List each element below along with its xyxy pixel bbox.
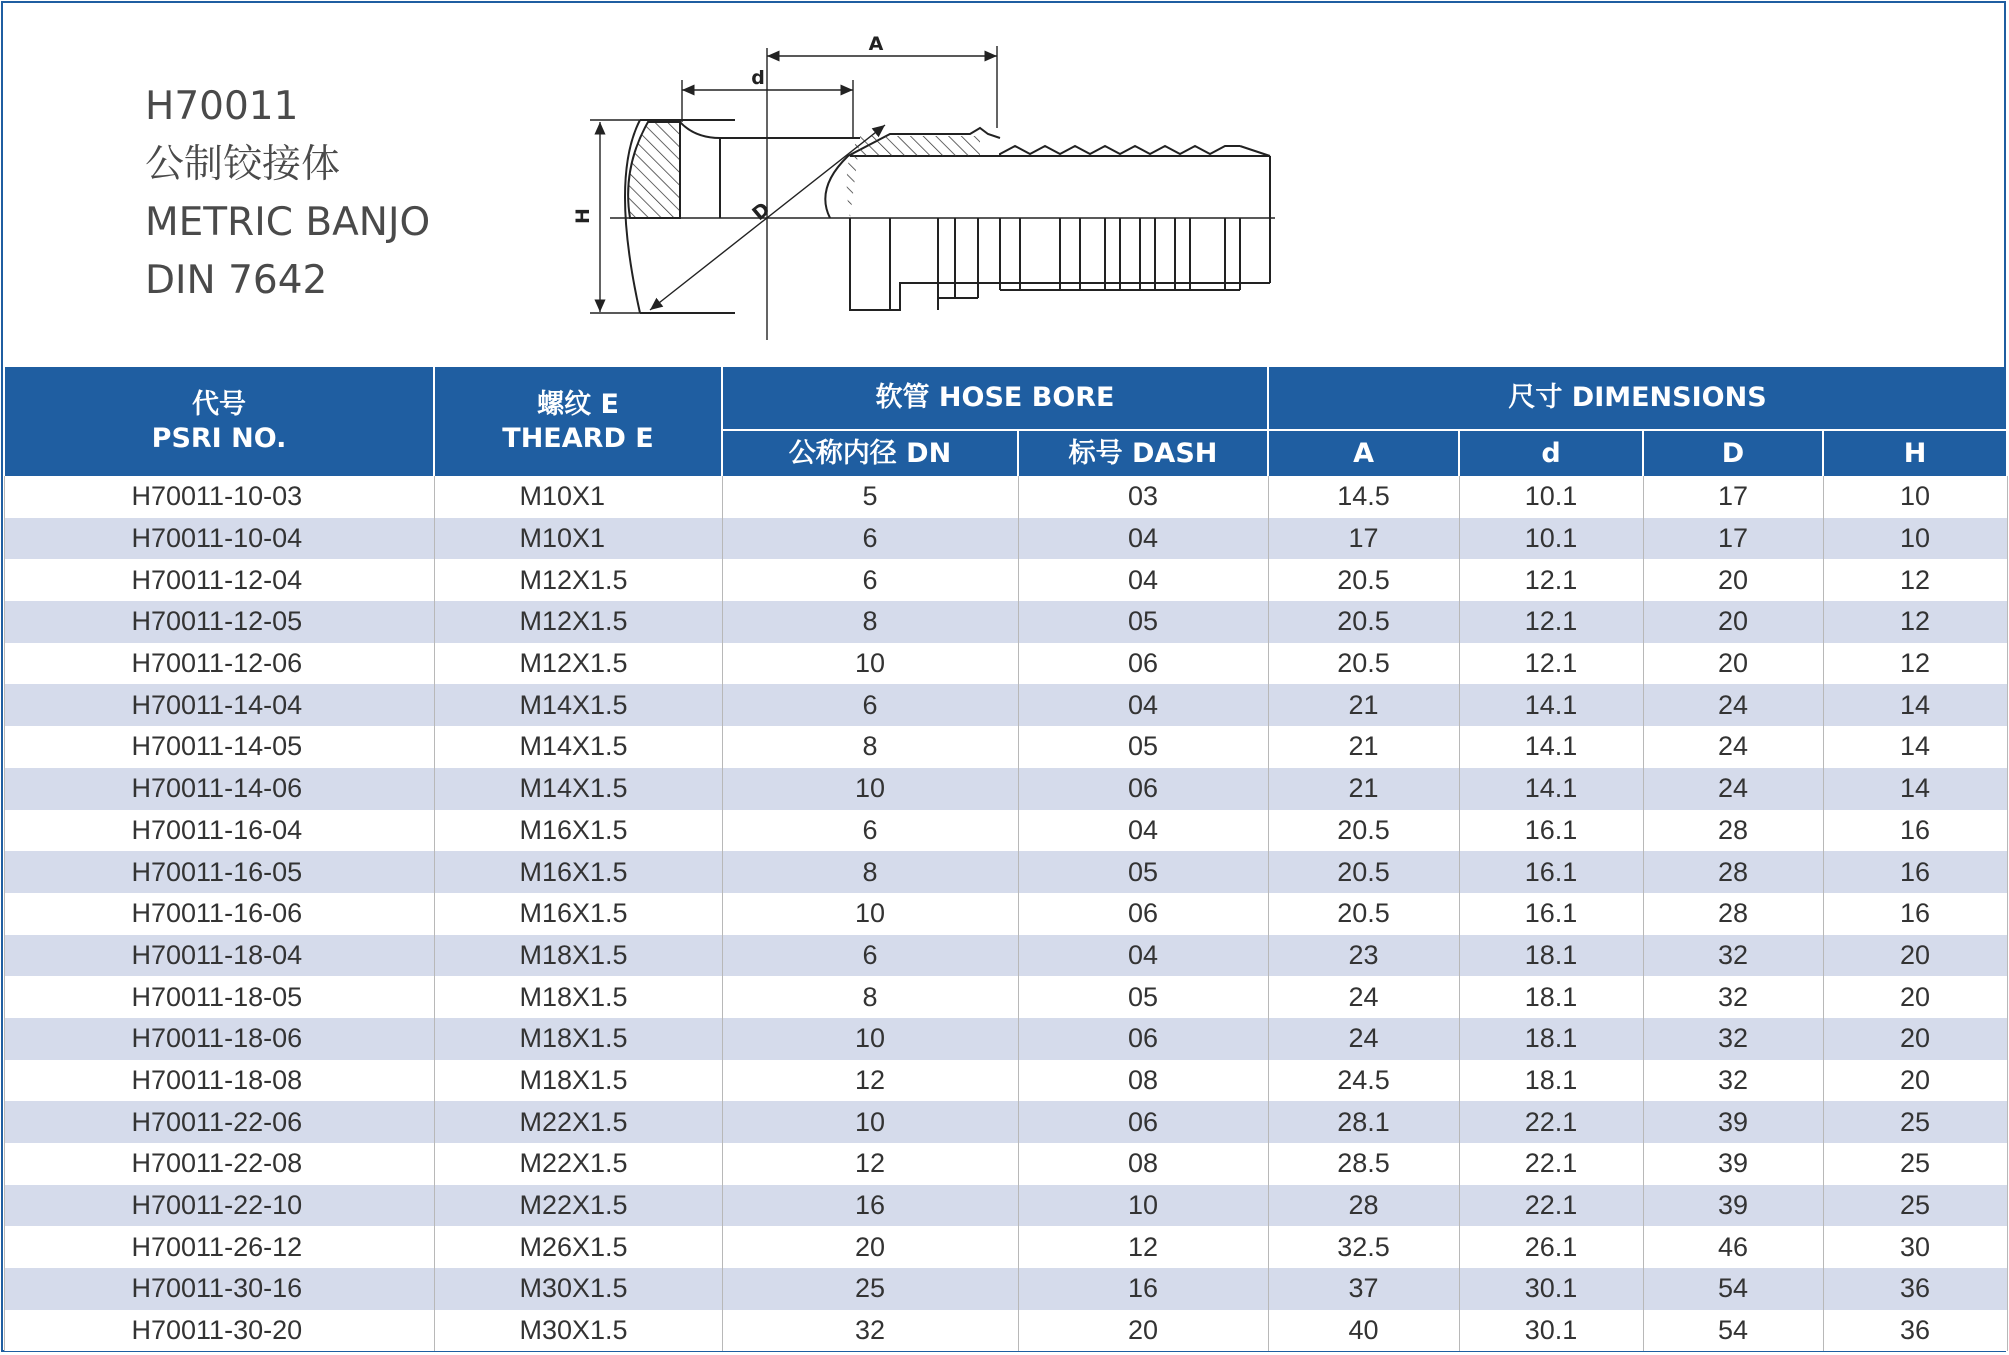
cell-big-d: 54 <box>1643 1310 1823 1352</box>
cell-h: 16 <box>1823 810 2007 852</box>
cell-dn: 5 <box>722 476 1018 518</box>
cell-psri-no: H70011-26-12 <box>4 1226 434 1268</box>
table-row <box>4 1101 2007 1143</box>
cell-dn: 8 <box>722 726 1018 768</box>
drawing-label-big-d: D <box>748 198 775 226</box>
cell-dash: 05 <box>1018 601 1268 643</box>
product-code: H70011 <box>145 84 299 129</box>
table-row <box>4 1226 2007 1268</box>
table-row <box>4 518 2007 560</box>
cell-d: 16.1 <box>1459 810 1643 852</box>
cell-thread: M18X1.5 <box>434 1018 722 1060</box>
cell-psri-no: H70011-16-06 <box>4 893 434 935</box>
cell-d: 18.1 <box>1459 976 1643 1018</box>
cell-dn: 6 <box>722 935 1018 977</box>
cell-big-d: 24 <box>1643 768 1823 810</box>
header-thread-cn: 螺纹 E <box>537 388 619 420</box>
cell-psri-no: H70011-30-16 <box>4 1268 434 1310</box>
cell-d: 18.1 <box>1459 1018 1643 1060</box>
header-psri-cn: 代号 <box>192 388 246 420</box>
cell-dash: 05 <box>1018 851 1268 893</box>
drawing-label-a: A <box>868 33 884 55</box>
cell-a: 28 <box>1268 1185 1459 1227</box>
cell-h: 12 <box>1823 601 2007 643</box>
cell-psri-no: H70011-22-10 <box>4 1185 434 1227</box>
spec-table <box>3 367 2008 1351</box>
cell-dn: 12 <box>722 1143 1018 1185</box>
cell-psri-no: H70011-10-03 <box>4 476 434 518</box>
cell-h: 12 <box>1823 643 2007 685</box>
header-thread <box>434 367 722 476</box>
cell-thread: M10X1 <box>434 476 722 518</box>
header-psri-en: PSRI NO. <box>151 422 287 454</box>
cell-dash: 12 <box>1018 1226 1268 1268</box>
cell-d: 26.1 <box>1459 1226 1643 1268</box>
table-row <box>4 1268 2007 1310</box>
cell-dn: 8 <box>722 601 1018 643</box>
cell-thread: M10X1 <box>434 518 722 560</box>
cell-thread: M18X1.5 <box>434 935 722 977</box>
header-dimensions: 尺寸 DIMENSIONS <box>1268 367 2007 430</box>
cell-big-d: 39 <box>1643 1101 1823 1143</box>
cell-a: 32.5 <box>1268 1226 1459 1268</box>
cell-a: 23 <box>1268 935 1459 977</box>
table-row <box>4 476 2007 518</box>
cell-h: 20 <box>1823 935 2007 977</box>
cell-h: 16 <box>1823 893 2007 935</box>
table-row <box>4 1143 2007 1185</box>
cell-h: 10 <box>1823 518 2007 560</box>
cell-dash: 08 <box>1018 1143 1268 1185</box>
cell-dash: 08 <box>1018 1060 1268 1102</box>
table-row <box>4 1018 2007 1060</box>
cell-psri-no: H70011-14-04 <box>4 684 434 726</box>
cell-dash: 06 <box>1018 768 1268 810</box>
cell-a: 24 <box>1268 976 1459 1018</box>
cell-big-d: 28 <box>1643 851 1823 893</box>
drawing-label-h: H <box>572 208 594 224</box>
cell-dash: 04 <box>1018 518 1268 560</box>
cell-a: 20.5 <box>1268 893 1459 935</box>
table-row <box>4 601 2007 643</box>
cell-d: 10.1 <box>1459 476 1643 518</box>
cell-a: 28.1 <box>1268 1101 1459 1143</box>
cell-thread: M12X1.5 <box>434 601 722 643</box>
cell-dash: 06 <box>1018 1101 1268 1143</box>
cell-d: 12.1 <box>1459 601 1643 643</box>
cell-psri-no: H70011-12-05 <box>4 601 434 643</box>
cell-big-d: 54 <box>1643 1268 1823 1310</box>
banjo-technical-drawing <box>560 28 1290 348</box>
cell-h: 36 <box>1823 1310 2007 1352</box>
cell-big-d: 24 <box>1643 684 1823 726</box>
cell-thread: M16X1.5 <box>434 893 722 935</box>
cell-psri-no: H70011-18-05 <box>4 976 434 1018</box>
cell-thread: M14X1.5 <box>434 726 722 768</box>
cell-dn: 6 <box>722 810 1018 852</box>
cell-h: 10 <box>1823 476 2007 518</box>
cell-thread: M14X1.5 <box>434 684 722 726</box>
cell-h: 25 <box>1823 1143 2007 1185</box>
cell-a: 14.5 <box>1268 476 1459 518</box>
cell-d: 10.1 <box>1459 518 1643 560</box>
cell-a: 20.5 <box>1268 810 1459 852</box>
table-row <box>4 684 2007 726</box>
cell-h: 12 <box>1823 559 2007 601</box>
header-hose-bore: 软管 HOSE BORE <box>722 367 1268 430</box>
cell-big-d: 39 <box>1643 1143 1823 1185</box>
cell-d: 14.1 <box>1459 726 1643 768</box>
cell-dash: 20 <box>1018 1310 1268 1352</box>
cell-d: 18.1 <box>1459 1060 1643 1102</box>
cell-a: 17 <box>1268 518 1459 560</box>
cell-big-d: 28 <box>1643 893 1823 935</box>
cell-d: 18.1 <box>1459 935 1643 977</box>
table-row <box>4 1310 2007 1352</box>
cell-big-d: 24 <box>1643 726 1823 768</box>
cell-big-d: 17 <box>1643 518 1823 560</box>
cell-thread: M12X1.5 <box>434 643 722 685</box>
cell-thread: M26X1.5 <box>434 1226 722 1268</box>
cell-dn: 10 <box>722 893 1018 935</box>
cell-a: 21 <box>1268 768 1459 810</box>
table-row <box>4 810 2007 852</box>
cell-dash: 04 <box>1018 559 1268 601</box>
cell-h: 14 <box>1823 726 2007 768</box>
cell-dn: 12 <box>722 1060 1018 1102</box>
header-h: H <box>1823 430 2007 476</box>
cell-dn: 16 <box>722 1185 1018 1227</box>
cell-dn: 25 <box>722 1268 1018 1310</box>
cell-dash: 05 <box>1018 726 1268 768</box>
cell-dash: 06 <box>1018 1018 1268 1060</box>
table-row <box>4 1060 2007 1102</box>
cell-thread: M14X1.5 <box>434 768 722 810</box>
cell-dn: 6 <box>722 518 1018 560</box>
cell-d: 22.1 <box>1459 1101 1643 1143</box>
header-dn: 公称内径 DN <box>722 430 1018 476</box>
table-row <box>4 1185 2007 1227</box>
cell-h: 14 <box>1823 768 2007 810</box>
cell-a: 28.5 <box>1268 1143 1459 1185</box>
cell-psri-no: H70011-16-04 <box>4 810 434 852</box>
cell-dash: 04 <box>1018 935 1268 977</box>
cell-d: 22.1 <box>1459 1185 1643 1227</box>
cell-h: 20 <box>1823 1060 2007 1102</box>
cell-thread: M12X1.5 <box>434 559 722 601</box>
header-dash: 标号 DASH <box>1018 430 1268 476</box>
cell-psri-no: H70011-22-06 <box>4 1101 434 1143</box>
cell-a: 20.5 <box>1268 851 1459 893</box>
cell-d: 14.1 <box>1459 768 1643 810</box>
cell-a: 24 <box>1268 1018 1459 1060</box>
cell-big-d: 20 <box>1643 601 1823 643</box>
cell-d: 22.1 <box>1459 1143 1643 1185</box>
cell-h: 20 <box>1823 976 2007 1018</box>
table-row <box>4 559 2007 601</box>
cell-h: 14 <box>1823 684 2007 726</box>
cell-d: 30.1 <box>1459 1268 1643 1310</box>
cell-dash: 04 <box>1018 810 1268 852</box>
cell-big-d: 20 <box>1643 643 1823 685</box>
cell-d: 30.1 <box>1459 1310 1643 1352</box>
cell-big-d: 28 <box>1643 810 1823 852</box>
product-name-en: METRIC BANJO <box>145 200 431 245</box>
header-thread-en: THEARD E <box>502 422 654 454</box>
cell-dn: 8 <box>722 976 1018 1018</box>
cell-d: 14.1 <box>1459 684 1643 726</box>
cell-dn: 10 <box>722 768 1018 810</box>
cell-psri-no: H70011-12-04 <box>4 559 434 601</box>
cell-big-d: 20 <box>1643 559 1823 601</box>
cell-psri-no: H70011-14-05 <box>4 726 434 768</box>
cell-dash: 10 <box>1018 1185 1268 1227</box>
cell-big-d: 32 <box>1643 1018 1823 1060</box>
cell-a: 20.5 <box>1268 643 1459 685</box>
cell-dash: 03 <box>1018 476 1268 518</box>
cell-h: 30 <box>1823 1226 2007 1268</box>
cell-dn: 6 <box>722 559 1018 601</box>
cell-dash: 04 <box>1018 684 1268 726</box>
cell-thread: M22X1.5 <box>434 1101 722 1143</box>
cell-dn: 32 <box>722 1310 1018 1352</box>
header-a: A <box>1268 430 1459 476</box>
cell-big-d: 32 <box>1643 976 1823 1018</box>
cell-a: 24.5 <box>1268 1060 1459 1102</box>
drawing-label-d: d <box>751 67 765 89</box>
cell-thread: M30X1.5 <box>434 1268 722 1310</box>
table-body <box>4 476 2007 1351</box>
cell-dash: 06 <box>1018 643 1268 685</box>
cell-thread: M18X1.5 <box>434 976 722 1018</box>
cell-a: 20.5 <box>1268 601 1459 643</box>
cell-big-d: 46 <box>1643 1226 1823 1268</box>
table-row <box>4 726 2007 768</box>
cell-d: 12.1 <box>1459 643 1643 685</box>
cell-psri-no: H70011-10-04 <box>4 518 434 560</box>
table-row <box>4 768 2007 810</box>
product-standard: DIN 7642 <box>145 258 328 303</box>
cell-a: 21 <box>1268 726 1459 768</box>
cell-big-d: 32 <box>1643 935 1823 977</box>
cell-psri-no: H70011-18-08 <box>4 1060 434 1102</box>
table-row <box>4 851 2007 893</box>
cell-dash: 16 <box>1018 1268 1268 1310</box>
cell-dn: 10 <box>722 1018 1018 1060</box>
table-row <box>4 643 2007 685</box>
cell-h: 36 <box>1823 1268 2007 1310</box>
cell-dash: 05 <box>1018 976 1268 1018</box>
cell-big-d: 17 <box>1643 476 1823 518</box>
header-row-top <box>4 367 2007 430</box>
cell-psri-no: H70011-18-04 <box>4 935 434 977</box>
cell-dn: 8 <box>722 851 1018 893</box>
cell-d: 16.1 <box>1459 893 1643 935</box>
cell-psri-no: H70011-12-06 <box>4 643 434 685</box>
table-row <box>4 976 2007 1018</box>
product-title-block <box>145 78 430 310</box>
cell-dn: 10 <box>722 1101 1018 1143</box>
table-row <box>4 893 2007 935</box>
cell-d: 16.1 <box>1459 851 1643 893</box>
cell-thread: M30X1.5 <box>434 1310 722 1352</box>
cell-big-d: 32 <box>1643 1060 1823 1102</box>
cell-h: 16 <box>1823 851 2007 893</box>
cell-h: 25 <box>1823 1185 2007 1227</box>
cell-psri-no: H70011-22-08 <box>4 1143 434 1185</box>
cell-thread: M22X1.5 <box>434 1185 722 1227</box>
header-big-d: D <box>1643 430 1823 476</box>
cell-psri-no: H70011-18-06 <box>4 1018 434 1060</box>
cell-a: 20.5 <box>1268 559 1459 601</box>
cell-psri-no: H70011-14-06 <box>4 768 434 810</box>
cell-thread: M16X1.5 <box>434 810 722 852</box>
header-psri <box>4 367 434 476</box>
cell-dn: 6 <box>722 684 1018 726</box>
cell-dn: 10 <box>722 643 1018 685</box>
cell-dash: 06 <box>1018 893 1268 935</box>
table-row <box>4 935 2007 977</box>
header-d: d <box>1459 430 1643 476</box>
cell-a: 40 <box>1268 1310 1459 1352</box>
cell-psri-no: H70011-16-05 <box>4 851 434 893</box>
product-name-cn: 公制铰接体 <box>145 142 341 187</box>
cell-a: 37 <box>1268 1268 1459 1310</box>
cell-h: 20 <box>1823 1018 2007 1060</box>
cell-dn: 20 <box>722 1226 1018 1268</box>
cell-h: 25 <box>1823 1101 2007 1143</box>
cell-big-d: 39 <box>1643 1185 1823 1227</box>
cell-thread: M16X1.5 <box>434 851 722 893</box>
cell-d: 12.1 <box>1459 559 1643 601</box>
cell-psri-no: H70011-30-20 <box>4 1310 434 1352</box>
cell-thread: M18X1.5 <box>434 1060 722 1102</box>
cell-a: 21 <box>1268 684 1459 726</box>
cell-thread: M22X1.5 <box>434 1143 722 1185</box>
